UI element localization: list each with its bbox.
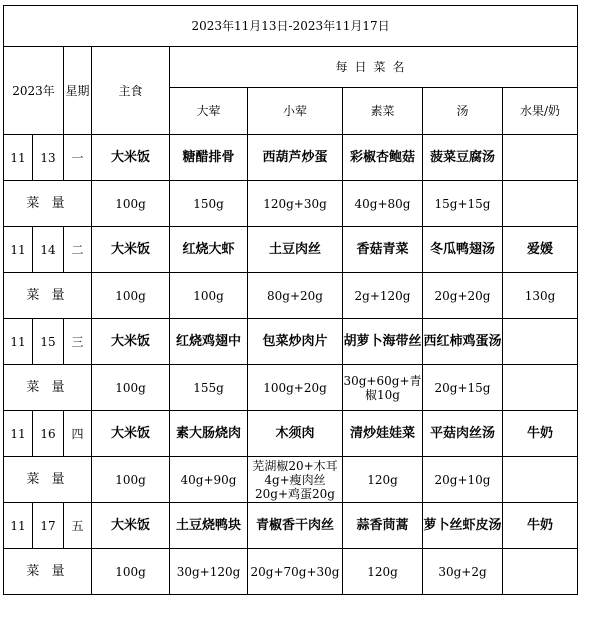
weekday-cell: 五 <box>64 503 92 549</box>
qty-staple: 100g <box>92 549 170 595</box>
dish-big-meat: 糖醋排骨 <box>170 135 248 181</box>
table-row <box>4 319 578 365</box>
dish-big-meat: 素大肠烧肉 <box>170 411 248 457</box>
dish-big-meat: 红烧大虾 <box>170 227 248 273</box>
qty-soup: 15g+15g <box>423 181 503 227</box>
dish-vegetable: 蒜香茼蒿 <box>343 503 423 549</box>
dish-small-meat: 西葫芦炒蛋 <box>248 135 343 181</box>
qty-small-meat: 120g+30g <box>248 181 343 227</box>
weekly-menu-table <box>3 5 578 595</box>
header-weekday: 星期 <box>64 47 92 135</box>
qty-small-meat: 100g+20g <box>248 365 343 411</box>
dish-vegetable: 胡萝卜海带丝 <box>343 319 423 365</box>
table-row <box>4 503 578 549</box>
dish-fruit-milk: 牛奶 <box>503 411 578 457</box>
qty-label: 菜 量 <box>4 457 92 503</box>
dish-vegetable: 香菇青菜 <box>343 227 423 273</box>
month-cell: 11 <box>4 135 33 181</box>
qty-big-meat: 150g <box>170 181 248 227</box>
qty-soup: 30g+2g <box>423 549 503 595</box>
header-big-meat: 大荤 <box>170 88 248 135</box>
qty-staple: 100g <box>92 181 170 227</box>
month-cell: 11 <box>4 503 33 549</box>
table-row <box>4 273 578 319</box>
staple-cell: 大米饭 <box>92 319 170 365</box>
qty-fruit-milk <box>503 181 578 227</box>
month-cell: 11 <box>4 319 33 365</box>
dish-soup: 西红柿鸡蛋汤 <box>423 319 503 365</box>
dish-vegetable: 清炒娃娃菜 <box>343 411 423 457</box>
qty-soup: 20g+15g <box>423 365 503 411</box>
qty-vegetable: 30g+60g+青椒10g <box>343 365 423 411</box>
qty-soup: 20g+20g <box>423 273 503 319</box>
dish-soup: 冬瓜鸭翅汤 <box>423 227 503 273</box>
qty-big-meat: 40g+90g <box>170 457 248 503</box>
qty-small-meat: 80g+20g <box>248 273 343 319</box>
dish-big-meat: 土豆烧鸭块 <box>170 503 248 549</box>
qty-label: 菜 量 <box>4 365 92 411</box>
day-cell: 14 <box>33 227 64 273</box>
dish-fruit-milk <box>503 135 578 181</box>
header-fruit-milk: 水果/奶 <box>503 88 578 135</box>
header-daily-menu: 每日菜名 <box>170 47 578 88</box>
weekday-cell: 二 <box>64 227 92 273</box>
header-staple: 主食 <box>92 47 170 135</box>
qty-big-meat: 155g <box>170 365 248 411</box>
qty-fruit-milk: 130g <box>503 273 578 319</box>
dish-soup: 菠菜豆腐汤 <box>423 135 503 181</box>
staple-cell: 大米饭 <box>92 227 170 273</box>
weekday-cell: 一 <box>64 135 92 181</box>
qty-label: 菜 量 <box>4 273 92 319</box>
table-row <box>4 135 578 181</box>
qty-soup: 20g+10g <box>423 457 503 503</box>
qty-label: 菜 量 <box>4 549 92 595</box>
dish-soup: 萝卜丝虾皮汤 <box>423 503 503 549</box>
table-row <box>4 457 578 503</box>
dish-vegetable: 彩椒杏鲍菇 <box>343 135 423 181</box>
qty-vegetable: 120g <box>343 549 423 595</box>
qty-staple: 100g <box>92 365 170 411</box>
weekday-cell: 三 <box>64 319 92 365</box>
header-small-meat: 小荤 <box>248 88 343 135</box>
dish-small-meat: 包菜炒肉片 <box>248 319 343 365</box>
qty-label: 菜 量 <box>4 181 92 227</box>
table-row <box>4 411 578 457</box>
table-row <box>4 365 578 411</box>
staple-cell: 大米饭 <box>92 411 170 457</box>
header-vegetable: 素菜 <box>343 88 423 135</box>
weekday-cell: 四 <box>64 411 92 457</box>
staple-cell: 大米饭 <box>92 503 170 549</box>
qty-big-meat: 30g+120g <box>170 549 248 595</box>
month-cell: 11 <box>4 411 33 457</box>
dish-big-meat: 红烧鸡翅中 <box>170 319 248 365</box>
dish-fruit-milk: 爱媛 <box>503 227 578 273</box>
day-cell: 15 <box>33 319 64 365</box>
qty-small-meat: 20g+70g+30g <box>248 549 343 595</box>
day-cell: 17 <box>33 503 64 549</box>
table-row <box>4 549 578 595</box>
dish-fruit-milk <box>503 319 578 365</box>
dish-small-meat: 土豆肉丝 <box>248 227 343 273</box>
qty-vegetable: 40g+80g <box>343 181 423 227</box>
qty-small-meat: 芜湖椒20+木耳4g+瘦肉丝20g+鸡蛋20g <box>248 457 343 503</box>
day-cell: 13 <box>33 135 64 181</box>
qty-staple: 100g <box>92 457 170 503</box>
staple-cell: 大米饭 <box>92 135 170 181</box>
qty-vegetable: 2g+120g <box>343 273 423 319</box>
dish-small-meat: 青椒香干肉丝 <box>248 503 343 549</box>
qty-fruit-milk <box>503 549 578 595</box>
day-cell: 16 <box>33 411 64 457</box>
qty-staple: 100g <box>92 273 170 319</box>
page-title: 2023年11月13日-2023年11月17日 <box>4 6 578 47</box>
dish-soup: 平菇肉丝汤 <box>423 411 503 457</box>
qty-fruit-milk <box>503 457 578 503</box>
month-cell: 11 <box>4 227 33 273</box>
table-row <box>4 227 578 273</box>
header-year: 2023年 <box>4 47 64 135</box>
dish-small-meat: 木须肉 <box>248 411 343 457</box>
table-row <box>4 181 578 227</box>
qty-big-meat: 100g <box>170 273 248 319</box>
dish-fruit-milk: 牛奶 <box>503 503 578 549</box>
menu-sheet <box>3 5 577 595</box>
qty-vegetable: 120g <box>343 457 423 503</box>
qty-fruit-milk <box>503 365 578 411</box>
header-soup: 汤 <box>423 88 503 135</box>
